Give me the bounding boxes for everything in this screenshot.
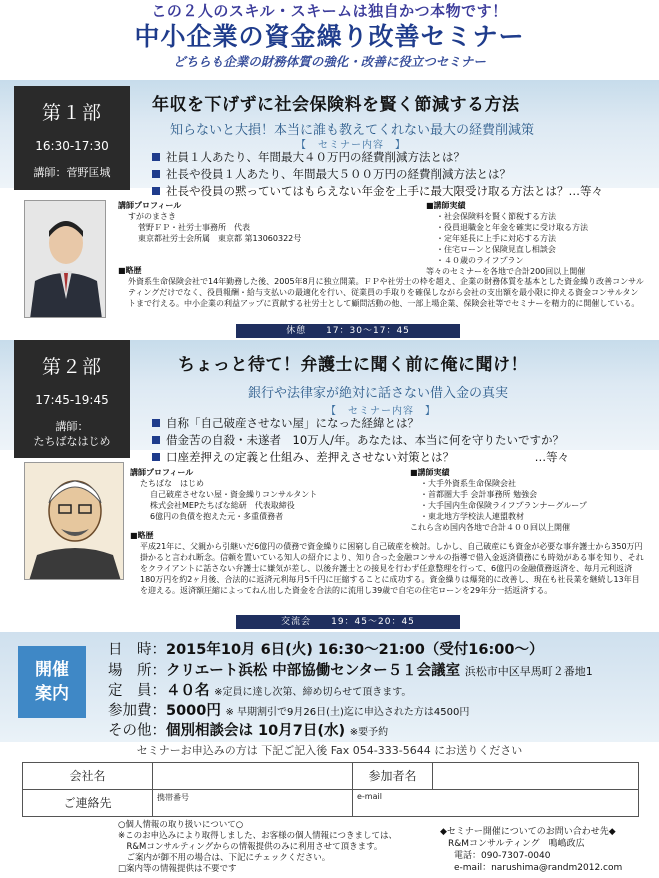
- part1-time: 16:30-17:30: [35, 139, 109, 153]
- info-label: 参加費：: [108, 703, 166, 719]
- record-item: ・首都圏大手 会計事務所 勉強会: [420, 490, 538, 499]
- inquiry-email[interactable]: e-mail：narushima@randm2012.com: [454, 863, 623, 873]
- privacy-line: ※このお申込みにより取得しました、お客様の個人情報につきましては、: [118, 831, 397, 841]
- part2-subtitle: 銀行や法律家が絶対に話さない借入金の真実: [248, 386, 509, 401]
- record-item: ・大手国内生命保険ライフプランナーグループ: [420, 501, 587, 510]
- part2-lecturer: [14, 419, 130, 449]
- inquiry-heading: ◆セミナー開催についてのお問い合わせ先◆: [440, 827, 616, 837]
- info-value: クリエート浜松 中部協働センター５１会議室: [166, 663, 461, 679]
- person-icon: [25, 201, 106, 318]
- profile-heading: 講師プロフィール: [118, 201, 182, 210]
- privacy-line: R&Mコンサルティングからの情報提供のみに利用させて頂きます。: [118, 842, 383, 852]
- record-heading: ■講師実績: [410, 468, 450, 477]
- career-heading: ■略歴: [130, 531, 154, 540]
- info-label: 日 時：: [108, 642, 166, 658]
- part1-subtitle: 知らないと大損！本当に誰も教えてくれない最大の経費削減策: [170, 123, 535, 138]
- info-date: [108, 638, 543, 659]
- record-item: ・定年延長に上手に対応する方法: [436, 234, 556, 243]
- profile-line: 6億円の負債を抱えた元・多重債務者: [150, 512, 284, 521]
- info-note: ※定員に達し次第、締め切らせて頂きます。: [214, 687, 412, 698]
- list-item: 口座差押えの定義と仕組み、差押えさせない対策とは？ …等々: [150, 449, 650, 466]
- person-icon: [25, 463, 124, 580]
- info-badge-line1: 開催: [35, 660, 69, 680]
- record-item: これら含め国内各地で合計４００回以上開催: [410, 523, 570, 532]
- info-label: その他：: [108, 723, 166, 739]
- record-heading: ■講師実績: [426, 201, 466, 210]
- career-text: 平成21年に、父親から引継いだ6億円の債務で資金繰りに困窮し自己破産を検討。しかし、自己破産にも資金が必要な事弁護士から350万円掛かると言われ断念。信頼を置いている知人の紹介により、知り合った金融コンサルの指導で借入金返済債務にも時効がある事を知り、それをクライアントに話さない弁護士に嫌気が差し、以後弁護士との接見を行わず任意整理を行って、6億円の金融債務返済を、毎月元利返済180万円を約2ヶ月後、合法的に返済元利毎月5千円に圧縮することに成功する。資金繰りは爆発的に改善し、現在も社長業を継続し13年目を迎える。返済額圧縮によってねん出した資金を合法的に流用し39歳で自宅の住宅ローンを29年分一括返済する。: [140, 542, 644, 595]
- part1-bullets: [150, 149, 650, 200]
- profile-line: 株式会社MEPたちばな総研 代表取締役: [150, 501, 295, 510]
- phone-label: 携帯番号: [157, 793, 189, 802]
- info-value: 2015年10月 6日(火) 16:30～21:00（受付16:00～）: [166, 642, 544, 658]
- inquiry-info: [440, 826, 655, 874]
- email-label: e-mail: [357, 792, 382, 801]
- info-value: 個別相談会は 10月7日(水): [166, 723, 346, 739]
- info-note: ※ 早期割引で9月26日(土)迄に申込された方は4500円: [225, 707, 470, 718]
- list-item: 借金苦の自殺・未遂者 10万人/年。あなたは、本当に何を守りたいですか？: [150, 432, 650, 449]
- privacy-heading: ○個人情報の取り扱いについて○: [118, 820, 244, 830]
- profile-line: 菅野ＦＰ・社労士事務所 代表: [138, 223, 250, 232]
- part2-career: [130, 530, 645, 596]
- lecturer1-photo: [24, 200, 106, 318]
- header-tagline: この２人のスキル・スキームは独自かつ本物です！: [151, 2, 508, 20]
- privacy-notice: [118, 820, 438, 875]
- attendee-label: 参加者名: [353, 763, 433, 790]
- header-subtitle: どちらも企業の財務体質の強化・改善に役立つセミナー: [173, 54, 486, 69]
- part1-label: 第１部: [41, 102, 102, 124]
- info-fee: [108, 699, 469, 720]
- part1-tag: 【 セミナー内容 】: [296, 140, 406, 151]
- networking-bar: 交流会 19：45～20：45: [236, 615, 460, 629]
- email-field[interactable]: [353, 790, 639, 817]
- part2-label: 第２部: [41, 356, 102, 378]
- info-note: ※要予約: [349, 727, 389, 738]
- part1-career: [118, 265, 644, 309]
- info-label: 定 員：: [108, 683, 166, 699]
- break-bar: 休憩 17：30～17：45: [236, 324, 460, 338]
- application-form: [22, 762, 639, 817]
- part1-lecturer: 講師：菅野匡城: [33, 166, 111, 179]
- profile-name: たちばな はじめ: [140, 479, 204, 488]
- part2-label-box: [14, 340, 130, 458]
- list-item: 自称「自己破産させない屋」になった経緯とは？: [150, 415, 650, 432]
- part2-lecturer-name: たちばなはじめ: [33, 435, 111, 448]
- record-item: ・東北地方学校法人連盟教材: [420, 512, 524, 521]
- career-text: 外資系生命保険会社で14年勤務した後、2005年8月に独立開業。ＦＰや社労士の枠を超え、企業の財務体質を基本とした資金繰り改善コンサルティングだけでなく、役員報酬・給与支払いの最適化を行い、従業員の手取りを確保しながら会社の支出額を最小限に抑える資金コンサルタントまで行える。中小企業の利益アップに貢献する社労士として顧問活動の他、一部上場企業、保険会社等でセミナーを精力的に開催している。: [128, 277, 644, 308]
- record-item: 等々のセミナーを各地で合計200回以上開催: [426, 267, 586, 276]
- record-item: ・４０歳のライフプラン: [436, 256, 524, 265]
- info-value: 5000円: [166, 703, 221, 719]
- company-field[interactable]: [153, 763, 353, 790]
- part2-title: ちょっと待て！弁護士に聞く前に俺に聞け！: [178, 355, 528, 375]
- list-item: 社員１人あたり、年間最大４０万円の経費削減方法とは？: [150, 149, 650, 166]
- profile-heading: 講師プロフィール: [130, 468, 194, 477]
- attendee-field[interactable]: [433, 763, 639, 790]
- info-address: 浜松市中区早馬町２番地1: [464, 665, 593, 678]
- profile-line: 東京都社労士会所属 東京都 第13060322号: [138, 234, 302, 243]
- record-item: ・大手外資系生命保険会社: [420, 479, 516, 488]
- lecturer2-photo: [24, 462, 124, 580]
- privacy-line: ご案内が御不用の場合は、下記にチェックください。: [118, 853, 331, 863]
- part1-profile: [118, 200, 408, 244]
- part2-bullets: [150, 415, 650, 466]
- record-item: ・役員退職金と年金を確実に受け取る方法: [436, 223, 588, 232]
- record-item: ・社会保険料を賢く節税する方法: [436, 212, 556, 221]
- inquiry-line: 電話：090-7307-0040: [454, 851, 551, 861]
- profile-line: 自己破産させない屋・資金繰りコンサルタント: [150, 490, 318, 499]
- info-value: ４０名: [166, 683, 210, 699]
- record-item: ・住宅ローンと保険見直し相談会: [436, 245, 556, 254]
- profile-name: すがのまさき: [128, 212, 176, 221]
- part1-label-box: [14, 86, 130, 190]
- part2-record: [410, 467, 650, 533]
- part2-profile: [130, 467, 410, 522]
- info-other: [108, 719, 388, 740]
- list-item: 社長や役員の黙っていてはもらえない年金を上手に最大限受け取る方法とは？…等々: [150, 183, 650, 200]
- phone-field[interactable]: [153, 790, 353, 817]
- part2-time: 17:45-19:45: [35, 393, 109, 407]
- part2-lecturer-label: 講師：: [55, 420, 89, 433]
- company-label: 会社名: [23, 763, 153, 790]
- list-item: 社長や役員１人あたり、年間最大５００万円の経費削減方法とは？: [150, 166, 650, 183]
- page-title: 中小企業の資金繰り改善セミナー: [134, 22, 525, 51]
- info-capacity: [108, 679, 411, 700]
- info-label: 場 所：: [108, 663, 166, 679]
- inquiry-line: R&Mコンサルティング 鳴嶋政広: [448, 839, 585, 849]
- info-badge: [18, 646, 86, 718]
- part2-tag: 【 セミナー内容 】: [326, 406, 436, 417]
- fax-notice: セミナーお申込みの方は 下記ご記入後 Fax 054-333-5644 にお送りください: [136, 744, 523, 757]
- contact-label: ご連絡先: [23, 790, 153, 817]
- info-badge-line2: 案内: [35, 684, 69, 704]
- part1-title: 年収を下げずに社会保険料を賢く節減する方法: [152, 95, 520, 115]
- privacy-optout-checkbox[interactable]: □案内等の情報提供は不要です: [118, 864, 237, 874]
- info-place: [108, 659, 593, 680]
- career-heading: ■略歴: [118, 266, 142, 275]
